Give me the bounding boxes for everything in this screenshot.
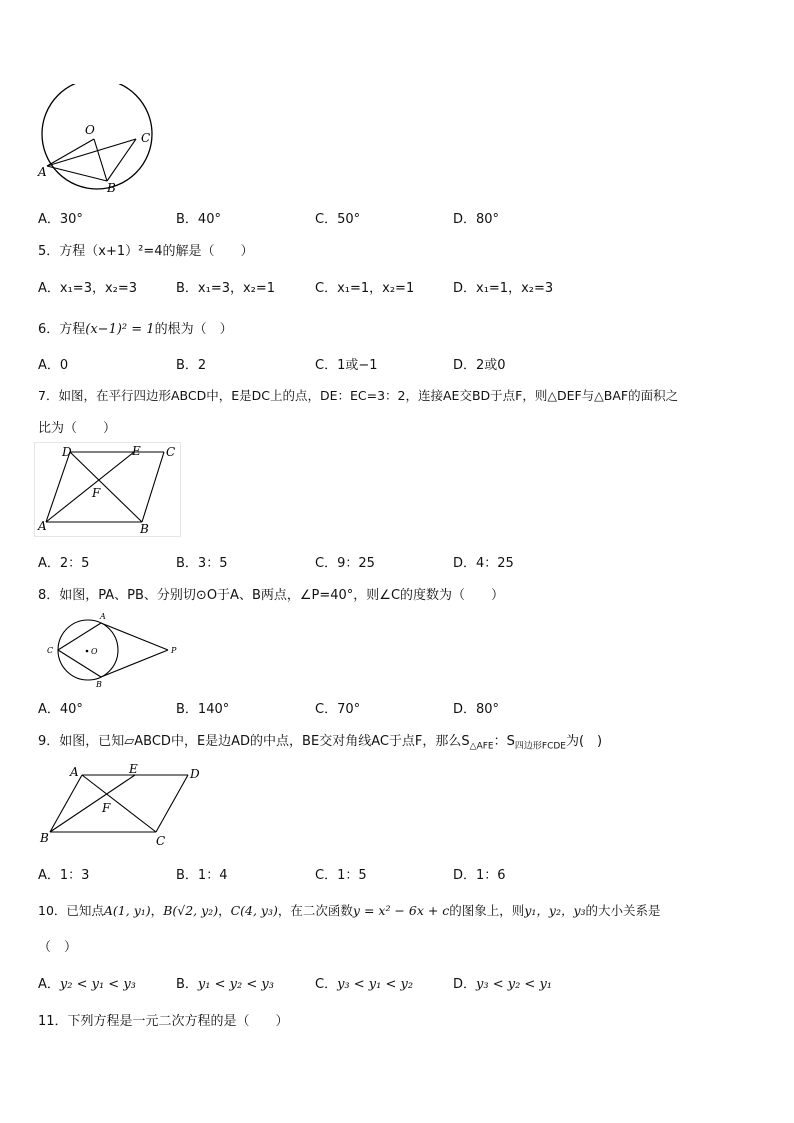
q6-expr: (x−1)² = 1 — [85, 322, 155, 337]
label-e: E — [129, 762, 138, 776]
label-b: B — [140, 522, 149, 536]
label-a: A — [38, 165, 47, 179]
q10-sep1: ， — [150, 903, 164, 918]
tangent-circle-figure-q8 — [40, 608, 186, 690]
q4-option-d[interactable]: D．80° — [453, 212, 500, 227]
q6-option-a[interactable]: A．0 — [38, 358, 69, 373]
q8-stem: 8．如图，PA、PB、分别切⊙O于A、B两点，∠P=40°，则∠C的度数为（ ） — [38, 588, 505, 603]
q10-option-c-expr: y₃ < y₁ < y₂ — [337, 977, 414, 992]
q10-option-c-label: C． — [315, 977, 338, 992]
label-c: C — [156, 834, 166, 848]
label-c: C — [166, 445, 176, 459]
label-f: F — [92, 486, 101, 500]
label-f: F — [102, 801, 111, 815]
q6-option-b[interactable]: B．2 — [176, 358, 207, 373]
label-b: B — [40, 831, 49, 845]
q7-option-a[interactable]: A．2：5 — [38, 556, 90, 571]
q10-option-d-expr: y₃ < y₂ < y₁ — [476, 977, 552, 992]
q4-option-a[interactable]: A．30° — [38, 212, 83, 227]
q7-option-c[interactable]: C．9：25 — [315, 556, 375, 571]
q10-option-d[interactable] — [453, 973, 552, 992]
q10-stem-line2: （ ） — [38, 940, 78, 955]
q9-stem-c: 为( ) — [565, 734, 603, 749]
circle-figure-q4 — [34, 84, 164, 194]
label-b: B — [107, 181, 116, 194]
label-d: D — [62, 445, 72, 459]
label-c: C — [141, 131, 151, 145]
q10-point-a: A(1, y₁) — [103, 903, 151, 918]
q9-sub-afe: △AFE — [469, 741, 494, 752]
q7-stem-line2: 比为（ ） — [38, 421, 117, 436]
q10-option-b-expr: y₁ < y₂ < y₃ — [197, 977, 274, 992]
q6-option-d[interactable]: D．2或0 — [453, 358, 506, 373]
q10-stem-line1 — [38, 901, 661, 919]
q8-option-c[interactable]: C．70° — [315, 702, 361, 717]
q10-text-b: ，在二次函数 — [277, 903, 353, 918]
q7-stem-line1: 7．如图，在平行四边形ABCD中，E是DC上的点，DE：EC=3：2，连接AE交BD于点F，则△DEF与△BAF的面积之 — [38, 388, 679, 403]
label-a: A — [38, 519, 47, 533]
label-e: E — [132, 444, 141, 458]
q9-stem-a: 9．如图，已知▱ABCD中，E是边AD的中点，BE交对角线AC于点F，那么S — [38, 734, 470, 749]
q7-option-d[interactable]: D．4：25 — [453, 556, 514, 571]
q10-option-a-label: A． — [38, 977, 60, 992]
q9-option-b[interactable]: B．1：4 — [176, 868, 228, 883]
q4-option-b[interactable]: B．40° — [176, 212, 221, 227]
q9-option-d[interactable]: D．1：6 — [453, 868, 506, 883]
q5-stem: 5．方程（x+1）²=4的解是（ ） — [38, 244, 254, 259]
q5-option-c[interactable]: C．x₁=1，x₂=1 — [315, 281, 415, 296]
q10-option-a[interactable] — [38, 973, 136, 992]
q10-text-c: 的图象上，则 — [449, 903, 525, 918]
q10-option-b[interactable] — [176, 973, 274, 992]
q10-option-b-label: B． — [176, 977, 198, 992]
q9-stem-b: ：S — [493, 734, 515, 749]
q10-sep2: ， — [218, 903, 231, 918]
q5-option-b[interactable]: B．x₁=3，x₂=1 — [176, 281, 276, 296]
parallelogram-figure-q9 — [36, 762, 206, 850]
q10-point-c: C(4, y₃) — [230, 903, 278, 918]
q4-option-c[interactable]: C．50° — [315, 212, 361, 227]
q5-option-a[interactable]: A．x₁=3，x₂=3 — [38, 281, 138, 296]
q10-text-a: 10．已知点 — [38, 903, 104, 918]
label-d: D — [190, 767, 200, 781]
q6-stem — [38, 318, 233, 337]
q10-option-c[interactable] — [315, 973, 413, 992]
label-o: O — [91, 647, 98, 656]
q10-option-a-expr: y₂ < y₁ < y₃ — [59, 977, 136, 992]
label-a: A — [100, 612, 106, 621]
q10-function: y = x² − 6x + c — [352, 903, 450, 918]
label-p: P — [171, 646, 177, 655]
parallelogram-figure-q7 — [34, 442, 182, 538]
q6-prefix: 6．方程 — [38, 322, 86, 337]
label-b: B — [96, 680, 102, 689]
q6-suffix: 的根为（ ） — [154, 322, 233, 337]
q11-stem: 11．下列方程是一元二次方程的是（ ） — [38, 1014, 289, 1029]
q10-point-b: B(√2, y₂) — [163, 903, 219, 918]
label-o: O — [85, 123, 95, 137]
q10-ys: y₁，y₂，y₃ — [524, 903, 586, 918]
q9-sub-fcde: 四边形FCDE — [514, 741, 566, 752]
label-a: A — [70, 765, 79, 779]
q10-option-d-label: D． — [453, 977, 477, 992]
q8-option-b[interactable]: B．140° — [176, 702, 230, 717]
q8-option-a[interactable]: A．40° — [38, 702, 83, 717]
q8-option-d[interactable]: D．80° — [453, 702, 500, 717]
label-c: C — [47, 646, 54, 655]
q7-option-b[interactable]: B．3：5 — [176, 556, 228, 571]
q5-option-d[interactable]: D．x₁=1，x₂=3 — [453, 281, 554, 296]
q9-option-a[interactable]: A．1：3 — [38, 868, 90, 883]
q9-stem — [38, 730, 602, 752]
q10-text-d: 的大小关系是 — [585, 903, 661, 918]
q9-option-c[interactable]: C．1：5 — [315, 868, 367, 883]
q6-option-c[interactable]: C．1或−1 — [315, 358, 378, 373]
